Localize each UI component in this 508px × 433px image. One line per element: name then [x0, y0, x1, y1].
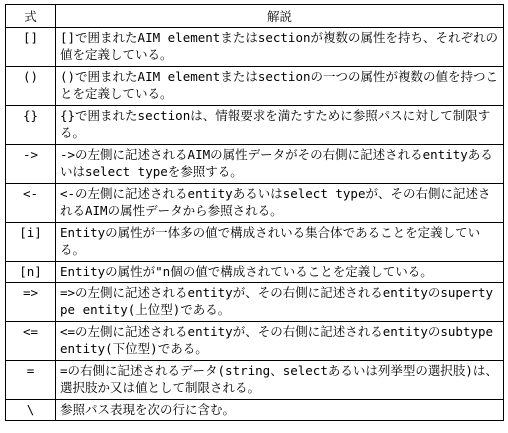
expression-cell: {}: [6, 106, 56, 145]
expression-cell: [n]: [6, 262, 56, 283]
expression-table: [5, 4, 504, 421]
description-cell: ()で囲まれたAIM elementまたはsectionの一つの属性が複数の値を持つことを定義している。: [56, 67, 504, 106]
expression-cell: <=: [6, 322, 56, 361]
expression-cell: <-: [6, 184, 56, 223]
description-cell: 参照パス表現を次の行に含む。: [56, 400, 504, 421]
expression-cell: =>: [6, 283, 56, 322]
description-cell: <-の左側に記述されるentityあるいはselect typeが、その右側に記述されるAIMの属性データから参照される。: [56, 184, 504, 223]
description-cell: =の右側に記述されるデータ(string、selectあるいは列挙型の選択肢)は、選択肢か又は値として制限される。: [56, 361, 504, 400]
expression-cell: ->: [6, 145, 56, 184]
table-row: [6, 262, 504, 283]
expression-cell: (): [6, 67, 56, 106]
expression-cell: \: [6, 400, 56, 421]
table-row: [6, 106, 504, 145]
table-row: [6, 67, 504, 106]
header-expression: 式: [6, 5, 56, 28]
description-cell: ->の左側に記述されるAIMの属性データがその右側に記述されるentityあるいはselect typeを参照する。: [56, 145, 504, 184]
description-cell: <=の左側に記述されるentityが、その右側に記述されるentityのsubtype entity(下位型)である。: [56, 322, 504, 361]
description-cell: []で囲まれたAIM elementまたはsectionが複数の属性を持ち、それぞれの値を定義している。: [56, 28, 504, 67]
header-description: 解説: [56, 5, 504, 28]
table-row: [6, 283, 504, 322]
expression-cell: [i]: [6, 223, 56, 262]
table-row: [6, 361, 504, 400]
table-row: [6, 28, 504, 67]
description-cell: =>の左側に記述されるentityが、その右側に記述されるentityのsupertype entity(上位型)である。: [56, 283, 504, 322]
table-row: [6, 145, 504, 184]
description-cell: Entityの属性が一体多の値で構成されいる集合体であることを定義している。: [56, 223, 504, 262]
table-row: [6, 184, 504, 223]
table-row: [6, 322, 504, 361]
expression-cell: []: [6, 28, 56, 67]
table-row: [6, 223, 504, 262]
description-cell: {}で囲まれたsectionは、情報要求を満たすために参照パスに対して制限する。: [56, 106, 504, 145]
expression-cell: =: [6, 361, 56, 400]
description-cell: Entityの属性が"n個の値で構成されていることを定義している。: [56, 262, 504, 283]
table-row: [6, 400, 504, 421]
table-header-row: [6, 5, 504, 28]
